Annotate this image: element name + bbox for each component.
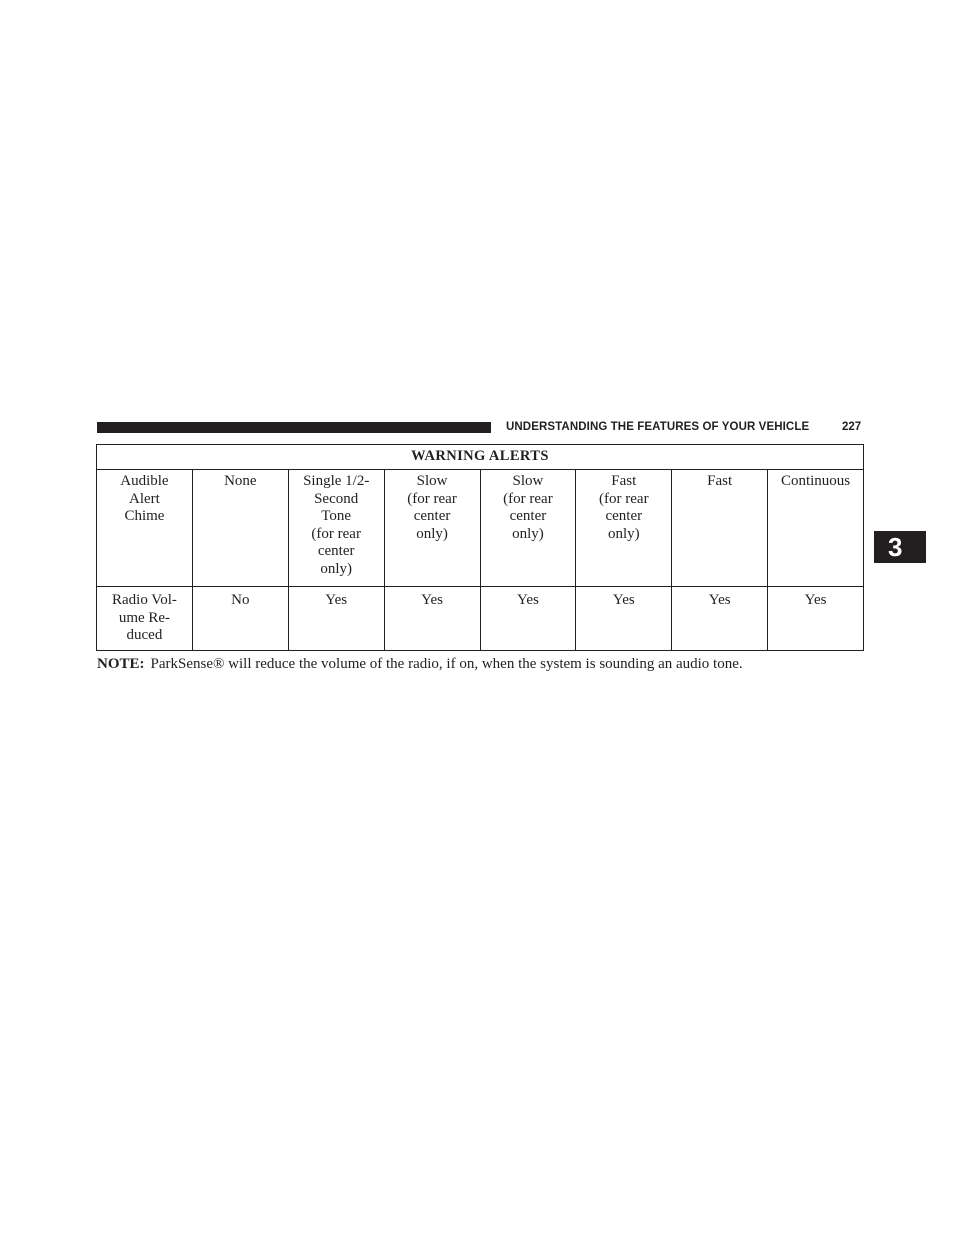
cell-text-line: (for rear [311, 525, 361, 542]
cell-text-line: Slow [416, 473, 448, 489]
cell-text-line: Radio Vol- [112, 592, 177, 608]
row-label-cell [97, 470, 193, 587]
cell-text-line: Chime [124, 508, 165, 524]
cell-text-line: only) [512, 525, 544, 542]
table-cell [768, 587, 864, 651]
table-title: WARNING ALERTS [97, 445, 864, 470]
table-cell [480, 470, 576, 587]
page-number: 227 [842, 421, 862, 433]
table-cell [192, 470, 288, 587]
cell-text-line: Yes [612, 592, 635, 608]
cell-text-line: center [605, 508, 643, 524]
table-cell [288, 470, 384, 587]
table-cell [384, 587, 480, 651]
cell-text-line: only) [320, 560, 353, 577]
note-label: NOTE: [97, 656, 145, 672]
cell-text-line: Tone [321, 508, 352, 524]
table-cell [288, 587, 384, 651]
table-row-audible-alert-chime [97, 470, 864, 587]
cell-text-line: Continuous [780, 473, 851, 489]
table-cell [384, 470, 480, 587]
note-text: ParkSense® will reduce the volume of the radio, if on, when the system is sounding an audio tone. [150, 656, 743, 672]
cell-text-line: Audible [120, 473, 169, 489]
cell-text-line: (for rear [503, 490, 553, 507]
cell-text-line: ume Re- [118, 609, 171, 626]
cell-text-line: No [231, 592, 250, 608]
cell-text-line: (for rear [599, 490, 649, 507]
header-rule [97, 422, 491, 433]
cell-text-line: center [317, 543, 355, 559]
row-label-cell [97, 587, 193, 651]
cell-text-line: Yes [325, 592, 348, 608]
cell-text-line: Fast [611, 473, 637, 489]
cell-text-line: Fast [707, 473, 733, 489]
cell-text-line: center [509, 508, 547, 524]
table-cell [672, 587, 768, 651]
warning-alerts-table [96, 444, 864, 651]
table-cell [768, 470, 864, 587]
note-paragraph [97, 655, 777, 674]
chapter-tab: 3 [874, 531, 926, 563]
table-cell [192, 587, 288, 651]
table-body [97, 470, 864, 651]
cell-text-line: Yes [517, 592, 539, 608]
cell-text-line: Second [314, 490, 359, 507]
table-cell [576, 587, 672, 651]
cell-text-line: Alert [129, 490, 160, 507]
table-cell [480, 587, 576, 651]
cell-text-line: None [224, 473, 257, 489]
cell-text-line: only) [416, 525, 448, 542]
cell-text-line: Slow [512, 473, 544, 489]
table-cell [576, 470, 672, 587]
running-header-title: UNDERSTANDING THE FEATURES OF YOUR VEHICLE [506, 421, 810, 433]
cell-text-line: Yes [708, 592, 731, 608]
table-row-radio-volume-reduced [97, 587, 864, 651]
cell-text-line: duced [126, 627, 163, 643]
cell-text-line: center [413, 508, 451, 524]
cell-text-line: only) [607, 525, 640, 542]
cell-text-line: Yes [421, 592, 443, 608]
table-cell [672, 470, 768, 587]
cell-text-line: Single 1/2- [303, 473, 370, 489]
table-title-row [97, 445, 864, 470]
cell-text-line: (for rear [407, 490, 457, 507]
cell-text-line: Yes [804, 592, 827, 608]
